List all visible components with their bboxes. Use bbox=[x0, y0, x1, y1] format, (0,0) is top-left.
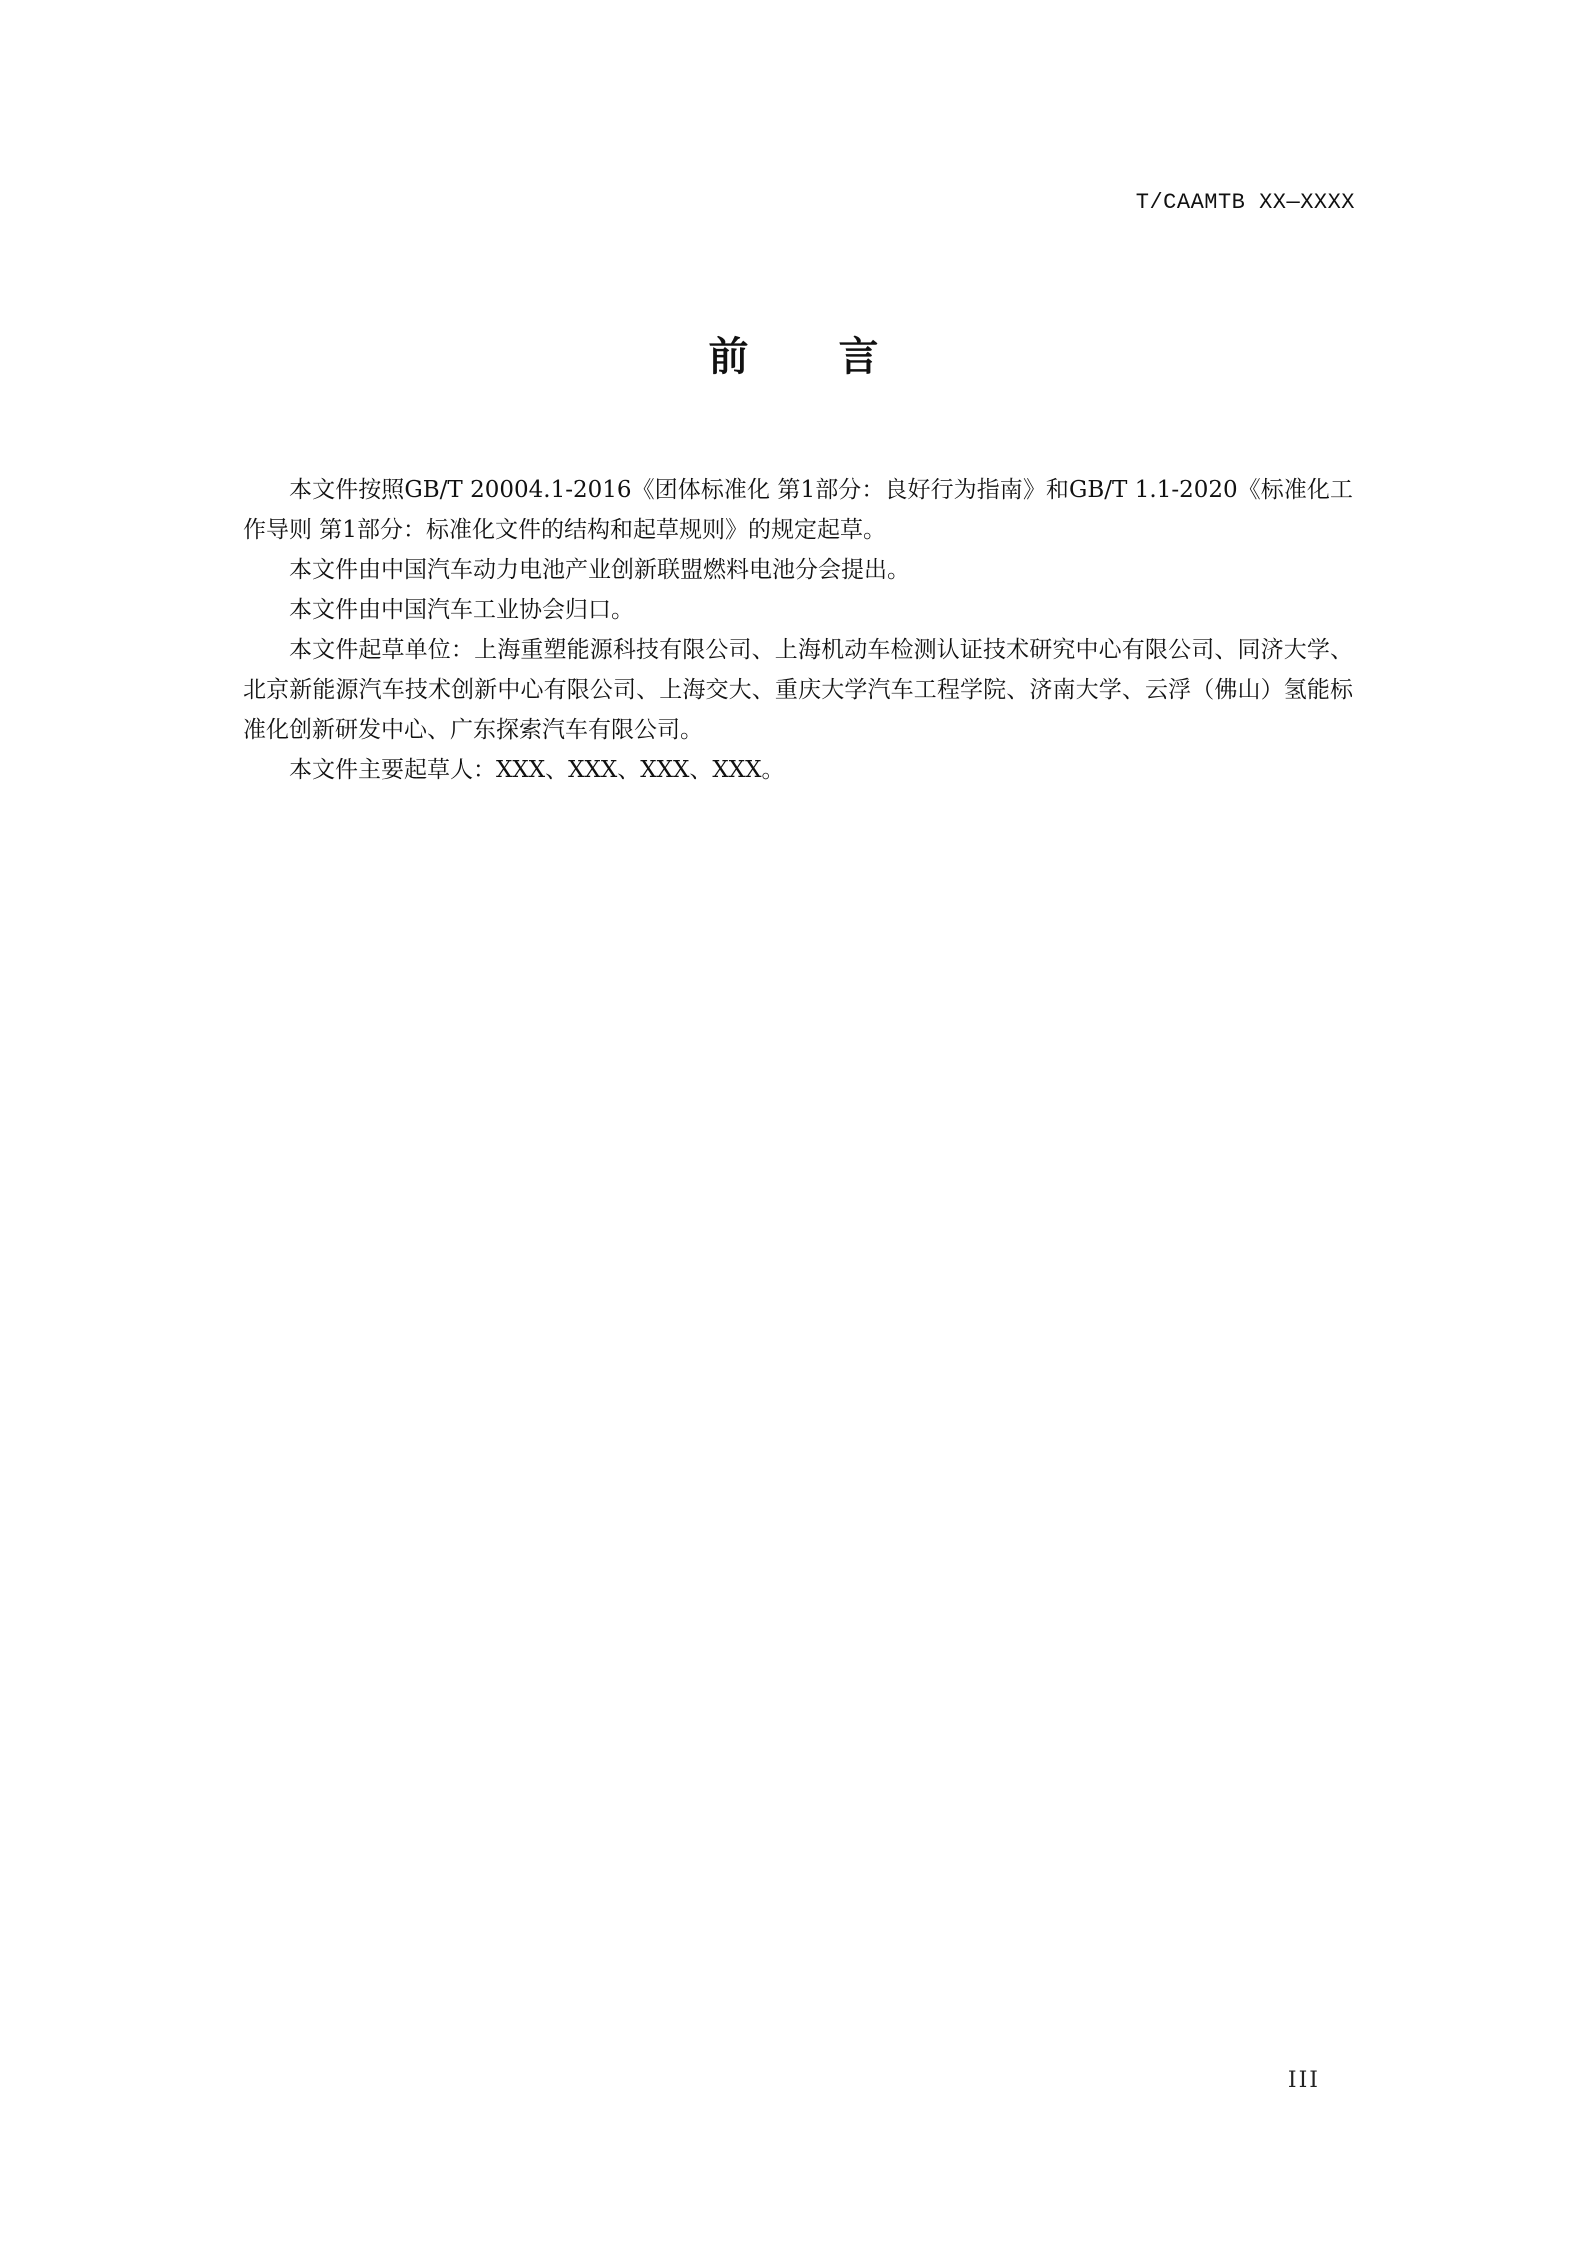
document-code: T/CAAMTB XX—XXXX bbox=[1135, 190, 1355, 215]
paragraph-drafting-units: 本文件起草单位：上海重塑能源科技有限公司、上海机动车检测认证技术研究中心有限公司、同济大学、北京新能源汽车技术创新中心有限公司、上海交大、重庆大学汽车工程学院、济南大学、云浮（佛山）氢能标准化创新研发中心、广东探索汽车有限公司。 bbox=[243, 637, 1353, 743]
page-number: III bbox=[1287, 2068, 1320, 2093]
page-title: 前言 bbox=[708, 334, 969, 380]
foreword-body bbox=[243, 470, 1353, 790]
paragraph-drafters: 本文件主要起草人：XXX、XXX、XXX、XXX。 bbox=[289, 757, 785, 783]
paragraph-administrator: 本文件由中国汽车工业协会归口。 bbox=[289, 597, 634, 623]
paragraph-drafting-basis: 本文件按照GB/T 20004.1-2016《团体标准化 第1部分：良好行为指南》和GB/T 1.1-2020《标准化工作导则 第1部分：标准化文件的结构和起草规则》的规定起草。 bbox=[243, 477, 1353, 543]
paragraph-proposer: 本文件由中国汽车动力电池产业创新联盟燃料电池分会提出。 bbox=[289, 557, 910, 583]
